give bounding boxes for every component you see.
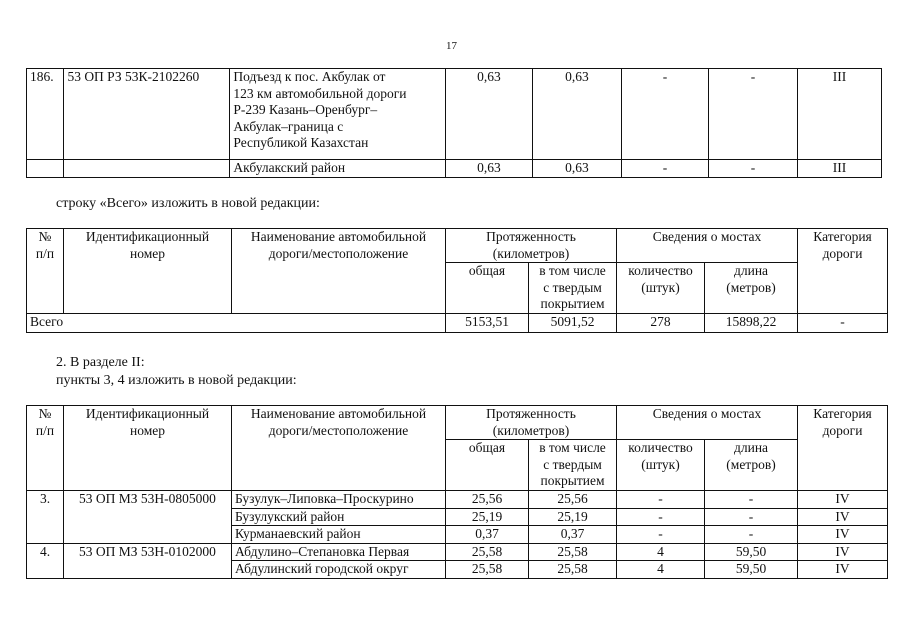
header-count: количество (штук) [617, 263, 705, 314]
header-total: общая [446, 263, 529, 314]
header-hard: в том числе с твердым покрытием [529, 440, 617, 491]
page-number: 17 [446, 40, 457, 52]
road-category: IV [798, 491, 888, 509]
table-road-186 [26, 68, 882, 178]
road-id: 53 ОП РЗ 53К-2102260 [64, 69, 230, 160]
road-id: 53 ОП МЗ 53Н-0102000 [64, 543, 232, 578]
length-total: 0,37 [446, 526, 529, 544]
header-length: Протяженность (километров) [446, 406, 617, 440]
table-section-2 [26, 405, 888, 579]
district-name: Курманаевский район [232, 526, 446, 544]
header-length: Протяженность (километров) [446, 229, 617, 263]
instruction-text: строку «Всего» изложить в новой редакции: [56, 196, 320, 211]
table-row [27, 543, 888, 561]
road-category: IV [798, 561, 888, 579]
header-id: Идентификационный номер [64, 406, 232, 491]
header-row [27, 229, 888, 263]
length-hard: 25,58 [529, 561, 617, 579]
length-total: 0,63 [445, 69, 532, 160]
road-category: IV [798, 543, 888, 561]
header-bridges: Сведения о мостах [617, 229, 798, 263]
bridges-length: - [708, 160, 797, 178]
header-name: Наименование автомобильной дороги/местоположение [232, 229, 446, 314]
header-row [27, 406, 888, 440]
header-id: Идентификационный номер [64, 229, 232, 314]
bridges-length: 59,50 [705, 543, 798, 561]
length-total: 0,63 [445, 160, 532, 178]
district-name: Абдулинский городской округ [232, 561, 446, 579]
bridges-count: - [621, 160, 708, 178]
road-id: 53 ОП МЗ 53Н-0805000 [64, 491, 232, 544]
bridges-length: - [708, 69, 797, 160]
header-number: № п/п [27, 406, 64, 491]
bridges-count: 278 [617, 314, 705, 333]
total-row [27, 314, 888, 333]
road-name: Абдулино–Степановка Первая [232, 543, 446, 561]
length-hard: 25,56 [529, 491, 617, 509]
road-name: Подъезд к пос. Акбулак от 123 км автомобильной дороги Р-239 Казань–Оренбург– Акбулак–граница с Республикой Казахстан [230, 69, 446, 160]
table-row [27, 69, 882, 160]
road-category: III [797, 69, 881, 160]
header-bridges: Сведения о мостах [617, 406, 798, 440]
bridges-count: - [617, 491, 705, 509]
length-hard: 25,58 [529, 543, 617, 561]
row-number: 3. [27, 491, 64, 544]
length-hard: 25,19 [529, 508, 617, 526]
header-category: Категория дороги [798, 229, 888, 314]
section-heading: 2. В разделе II: [56, 355, 145, 370]
road-name: Бузулук–Липовка–Проскурино [232, 491, 446, 509]
table-row [27, 491, 888, 509]
bridges-length: 59,50 [705, 561, 798, 579]
district-name: Бузулукский район [232, 508, 446, 526]
road-category: III [797, 160, 881, 178]
road-category: - [798, 314, 888, 333]
road-category: IV [798, 508, 888, 526]
bridges-length: - [705, 526, 798, 544]
header-category: Категория дороги [798, 406, 888, 491]
header-hard: в том числе с твердым покрытием [529, 263, 617, 314]
length-total: 25,56 [446, 491, 529, 509]
length-total: 5153,51 [446, 314, 529, 333]
bridges-count: 4 [617, 543, 705, 561]
road-category: IV [798, 526, 888, 544]
header-bridge-length: длина (метров) [705, 440, 798, 491]
table-total [26, 228, 888, 333]
header-count: количество (штук) [617, 440, 705, 491]
bridges-length: - [705, 508, 798, 526]
row-number: 4. [27, 543, 64, 578]
table-row [27, 160, 882, 178]
bridges-length: - [705, 491, 798, 509]
length-hard: 0,63 [532, 160, 621, 178]
total-label: Всего [27, 314, 446, 333]
bridges-count: - [621, 69, 708, 160]
bridges-count: 4 [617, 561, 705, 579]
length-total: 25,19 [446, 508, 529, 526]
header-bridge-length: длина (метров) [705, 263, 798, 314]
header-total: общая [446, 440, 529, 491]
length-total: 25,58 [446, 561, 529, 579]
length-hard: 5091,52 [529, 314, 617, 333]
bridges-count: - [617, 526, 705, 544]
district-name: Акбулакский район [230, 160, 446, 178]
instruction-text: пункты 3, 4 изложить в новой редакции: [56, 373, 297, 388]
length-total: 25,58 [446, 543, 529, 561]
header-name: Наименование автомобильной дороги/местоположение [232, 406, 446, 491]
length-hard: 0,37 [529, 526, 617, 544]
length-hard: 0,63 [532, 69, 621, 160]
row-number: 186. [27, 69, 64, 160]
bridges-count: - [617, 508, 705, 526]
bridges-length: 15898,22 [705, 314, 798, 333]
header-number: № п/п [27, 229, 64, 314]
